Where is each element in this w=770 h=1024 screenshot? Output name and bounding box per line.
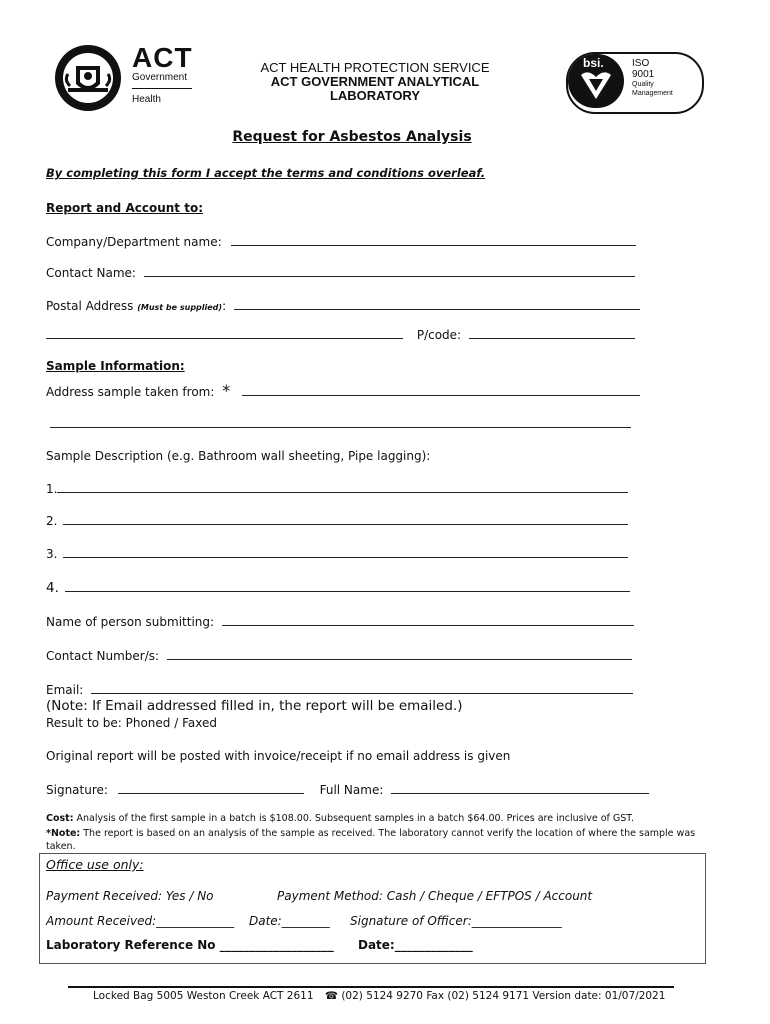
lab-reference: Laboratory Reference No ___________________: [46, 938, 334, 952]
iso-text-4: Management: [632, 90, 673, 97]
terms-statement: By completing this form I accept the terms and conditions overleaf.: [46, 166, 486, 180]
address-taken-label: Address sample taken from:: [46, 385, 215, 399]
amount-received: Amount Received:_____________: [46, 914, 235, 928]
sample-number-4: 4.: [46, 580, 59, 596]
contact-label: Contact Name:: [46, 266, 136, 280]
logo-health-text: Health: [132, 94, 161, 105]
header-line-1: ACT HEALTH PROTECTION SERVICE: [260, 60, 490, 75]
office-heading: Office use only:: [46, 857, 144, 872]
sample-number-3: 3.: [46, 547, 58, 561]
office-use-box: [39, 853, 706, 964]
logo-government-text: Government: [132, 72, 188, 83]
footer: [93, 990, 665, 1002]
address-taken-row-2: [46, 416, 631, 431]
office-date-1: Date:________: [249, 914, 330, 928]
cost-label: Cost:: [46, 813, 74, 824]
payment-method: Payment Method: Cash / Cheque / EFTPOS / Account: [277, 889, 593, 903]
submitter-row: [46, 614, 634, 629]
note-text: The report is based on an analysis of the sample as received. The laboratory cannot verify the location of where the sample was taken.: [46, 828, 696, 852]
contact-number-label: Contact Number/s:: [46, 649, 160, 663]
bsi-text: bsi.: [583, 56, 604, 70]
payment-received: Payment Received: Yes / No: [46, 889, 214, 903]
sample-number-2: 2.: [46, 514, 58, 528]
email-label: Email:: [46, 683, 84, 697]
office-date-2: Date:_____________: [358, 938, 473, 952]
result-to-be: Result to be: Phoned / Faxed: [46, 716, 217, 730]
postal-row-2: [46, 327, 635, 342]
postal-colon: :: [222, 299, 227, 313]
email-note: (Note: If Email addressed filled in, the report will be emailed.): [46, 698, 463, 714]
phone-icon: ☎: [324, 990, 338, 1002]
sample-field-1[interactable]: [57, 481, 628, 493]
sample-number-1: 1.: [46, 482, 58, 496]
sample-description-label: Sample Description (e.g. Bathroom wall sheeting, Pipe lagging):: [46, 449, 431, 463]
disclaimer-note: [46, 827, 696, 853]
report-heading: Report and Account to:: [46, 201, 203, 215]
footer-phone: (02) 5124 9270 Fax (02) 5124 9171 Version date: 01/07/2021: [341, 990, 666, 1002]
sample-row-4: [46, 580, 630, 596]
page-title: Request for Asbestos Analysis: [232, 129, 472, 145]
iso-text-1: ISO: [632, 58, 650, 69]
iso-text-2: 9001: [632, 69, 655, 80]
bsi-mark: [568, 54, 624, 108]
sample-row-1: [46, 481, 628, 496]
sample-heading: Sample Information:: [46, 359, 185, 373]
postal-note: (Must be supplied): [137, 303, 223, 312]
header-line-2: ACT GOVERNMENT ANALYTICAL: [270, 74, 480, 89]
original-report-note: Original report will be posted with invoice/receipt if no email address is given: [46, 749, 511, 763]
sample-row-2: [46, 513, 628, 528]
cost-note: [46, 813, 696, 824]
email-field[interactable]: [91, 682, 633, 694]
pcode-field[interactable]: [469, 327, 635, 339]
submitter-field[interactable]: [222, 614, 634, 626]
signature-of-officer: Signature of Officer:_______________: [350, 914, 562, 928]
footer-address: Locked Bag 5005 Weston Creek ACT 2611: [93, 990, 314, 1002]
company-label: Company/Department name:: [46, 235, 222, 249]
bsi-iso-logo: [566, 52, 704, 114]
contact-number-field[interactable]: [167, 648, 632, 660]
note-label: *Note:: [46, 828, 81, 839]
email-row: [46, 682, 633, 697]
signature-label: Signature:: [46, 783, 108, 797]
address-taken-field-2[interactable]: [50, 416, 631, 428]
contact-row: [46, 265, 635, 280]
sample-field-2[interactable]: [63, 513, 628, 525]
signature-row: [46, 782, 649, 797]
submitter-label: Name of person submitting:: [46, 615, 215, 629]
header-line-3: LABORATORY: [329, 88, 421, 103]
contact-number-row: [46, 648, 632, 663]
sample-row-3: [46, 546, 628, 561]
sample-field-4[interactable]: [65, 580, 630, 592]
postal-row: [46, 298, 640, 313]
postal-address-field[interactable]: [234, 298, 640, 310]
sample-field-3[interactable]: [63, 546, 628, 558]
kitemark-icon: [579, 71, 613, 101]
act-logo: [54, 44, 199, 114]
cost-text: Analysis of the first sample in a batch is $108.00. Subsequent samples in a batch $64.00. Prices are inclusive of GST.: [73, 813, 635, 824]
contact-name-field[interactable]: [144, 265, 635, 277]
full-name-label: Full Name:: [319, 783, 384, 797]
iso-text-3: Quality: [632, 81, 654, 88]
pcode-label: P/code:: [416, 328, 462, 342]
crest-icon: [54, 44, 124, 112]
required-asterisk: *: [222, 381, 231, 400]
footer-rule: [68, 986, 674, 988]
header-block: [240, 61, 510, 103]
logo-divider: [132, 88, 192, 89]
address-taken-row: [46, 381, 640, 400]
postal-label: Postal Address: [46, 299, 134, 313]
logo-act-text: ACT: [132, 42, 193, 73]
signature-field[interactable]: [118, 782, 304, 794]
company-field[interactable]: [231, 234, 636, 246]
company-row: [46, 234, 636, 249]
postal-address-field-2[interactable]: [46, 327, 403, 339]
address-taken-field[interactable]: [242, 384, 640, 396]
full-name-field[interactable]: [391, 782, 649, 794]
